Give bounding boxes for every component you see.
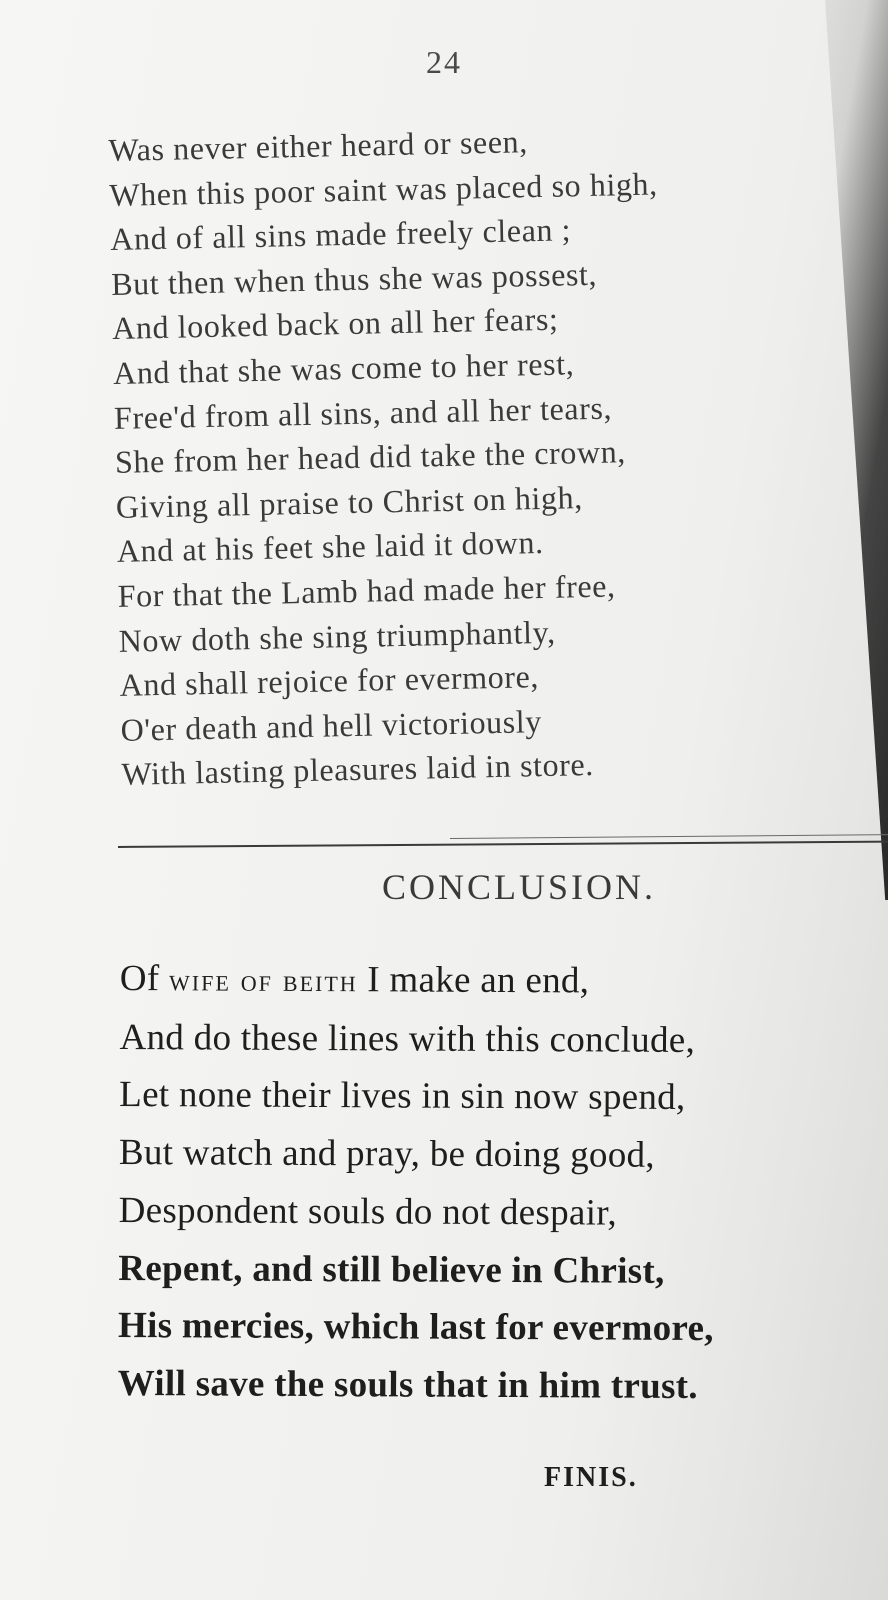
poem-line: Now doth she sing triumphantly, bbox=[118, 613, 556, 659]
section-rule-thin bbox=[450, 834, 888, 839]
poem-line: And shall rejoice for evermore, bbox=[119, 658, 540, 703]
conclusion-first-line bbox=[120, 950, 880, 1013]
conclusion-line: His mercies, which last for evermore, bbox=[117, 1305, 714, 1350]
first-line-prefix: Of bbox=[119, 957, 160, 1000]
poem-line: With lasting pleasures laid in store. bbox=[121, 746, 595, 793]
poem-line: And looked back on all her fears; bbox=[111, 300, 559, 347]
section-heading: CONCLUSION. bbox=[382, 867, 657, 907]
conclusion-line: But watch and pray, be doing good, bbox=[118, 1132, 656, 1176]
poem-line: She from her head did take the crown, bbox=[114, 433, 627, 481]
conclusion-line: Will save the souls that in him trust. bbox=[117, 1362, 699, 1407]
page-number: 24 bbox=[426, 44, 462, 80]
poem-line: Free'd from all sins, and all her tears, bbox=[113, 389, 613, 436]
poem-line: For that the Lamb had made her free, bbox=[117, 567, 616, 614]
poem-line: When this poor saint was placed so high, bbox=[109, 165, 658, 213]
poem-line: Giving all praise to Christ on high, bbox=[115, 478, 584, 525]
conclusion-line: Repent, and still believe in Christ, bbox=[118, 1247, 665, 1292]
work-title-smallcaps: wife of beith bbox=[168, 961, 358, 999]
conclusion-line: Despondent souls do not despair, bbox=[118, 1189, 618, 1234]
poem-line: Was never either heard or seen, bbox=[108, 123, 529, 168]
conclusion-line: Let none their lives in sin now spend, bbox=[119, 1074, 686, 1119]
conclusion-stanza bbox=[118, 950, 880, 1417]
poem-stanza bbox=[108, 113, 842, 797]
poem-line: But then when thus she was possest, bbox=[110, 255, 598, 302]
poem-line: And at his feet she laid it down. bbox=[116, 524, 544, 570]
finis-label: FINIS. bbox=[544, 1462, 638, 1493]
conclusion-line: And do these lines with this conclude, bbox=[119, 1016, 696, 1061]
poem-line: And of all sins made freely clean ; bbox=[109, 211, 572, 258]
section-rule bbox=[118, 841, 888, 848]
poem-line: O'er death and hell victoriously bbox=[120, 702, 543, 748]
first-line-suffix: I make an end, bbox=[367, 959, 590, 1002]
poem-line: And that she was come to her rest, bbox=[112, 345, 575, 391]
